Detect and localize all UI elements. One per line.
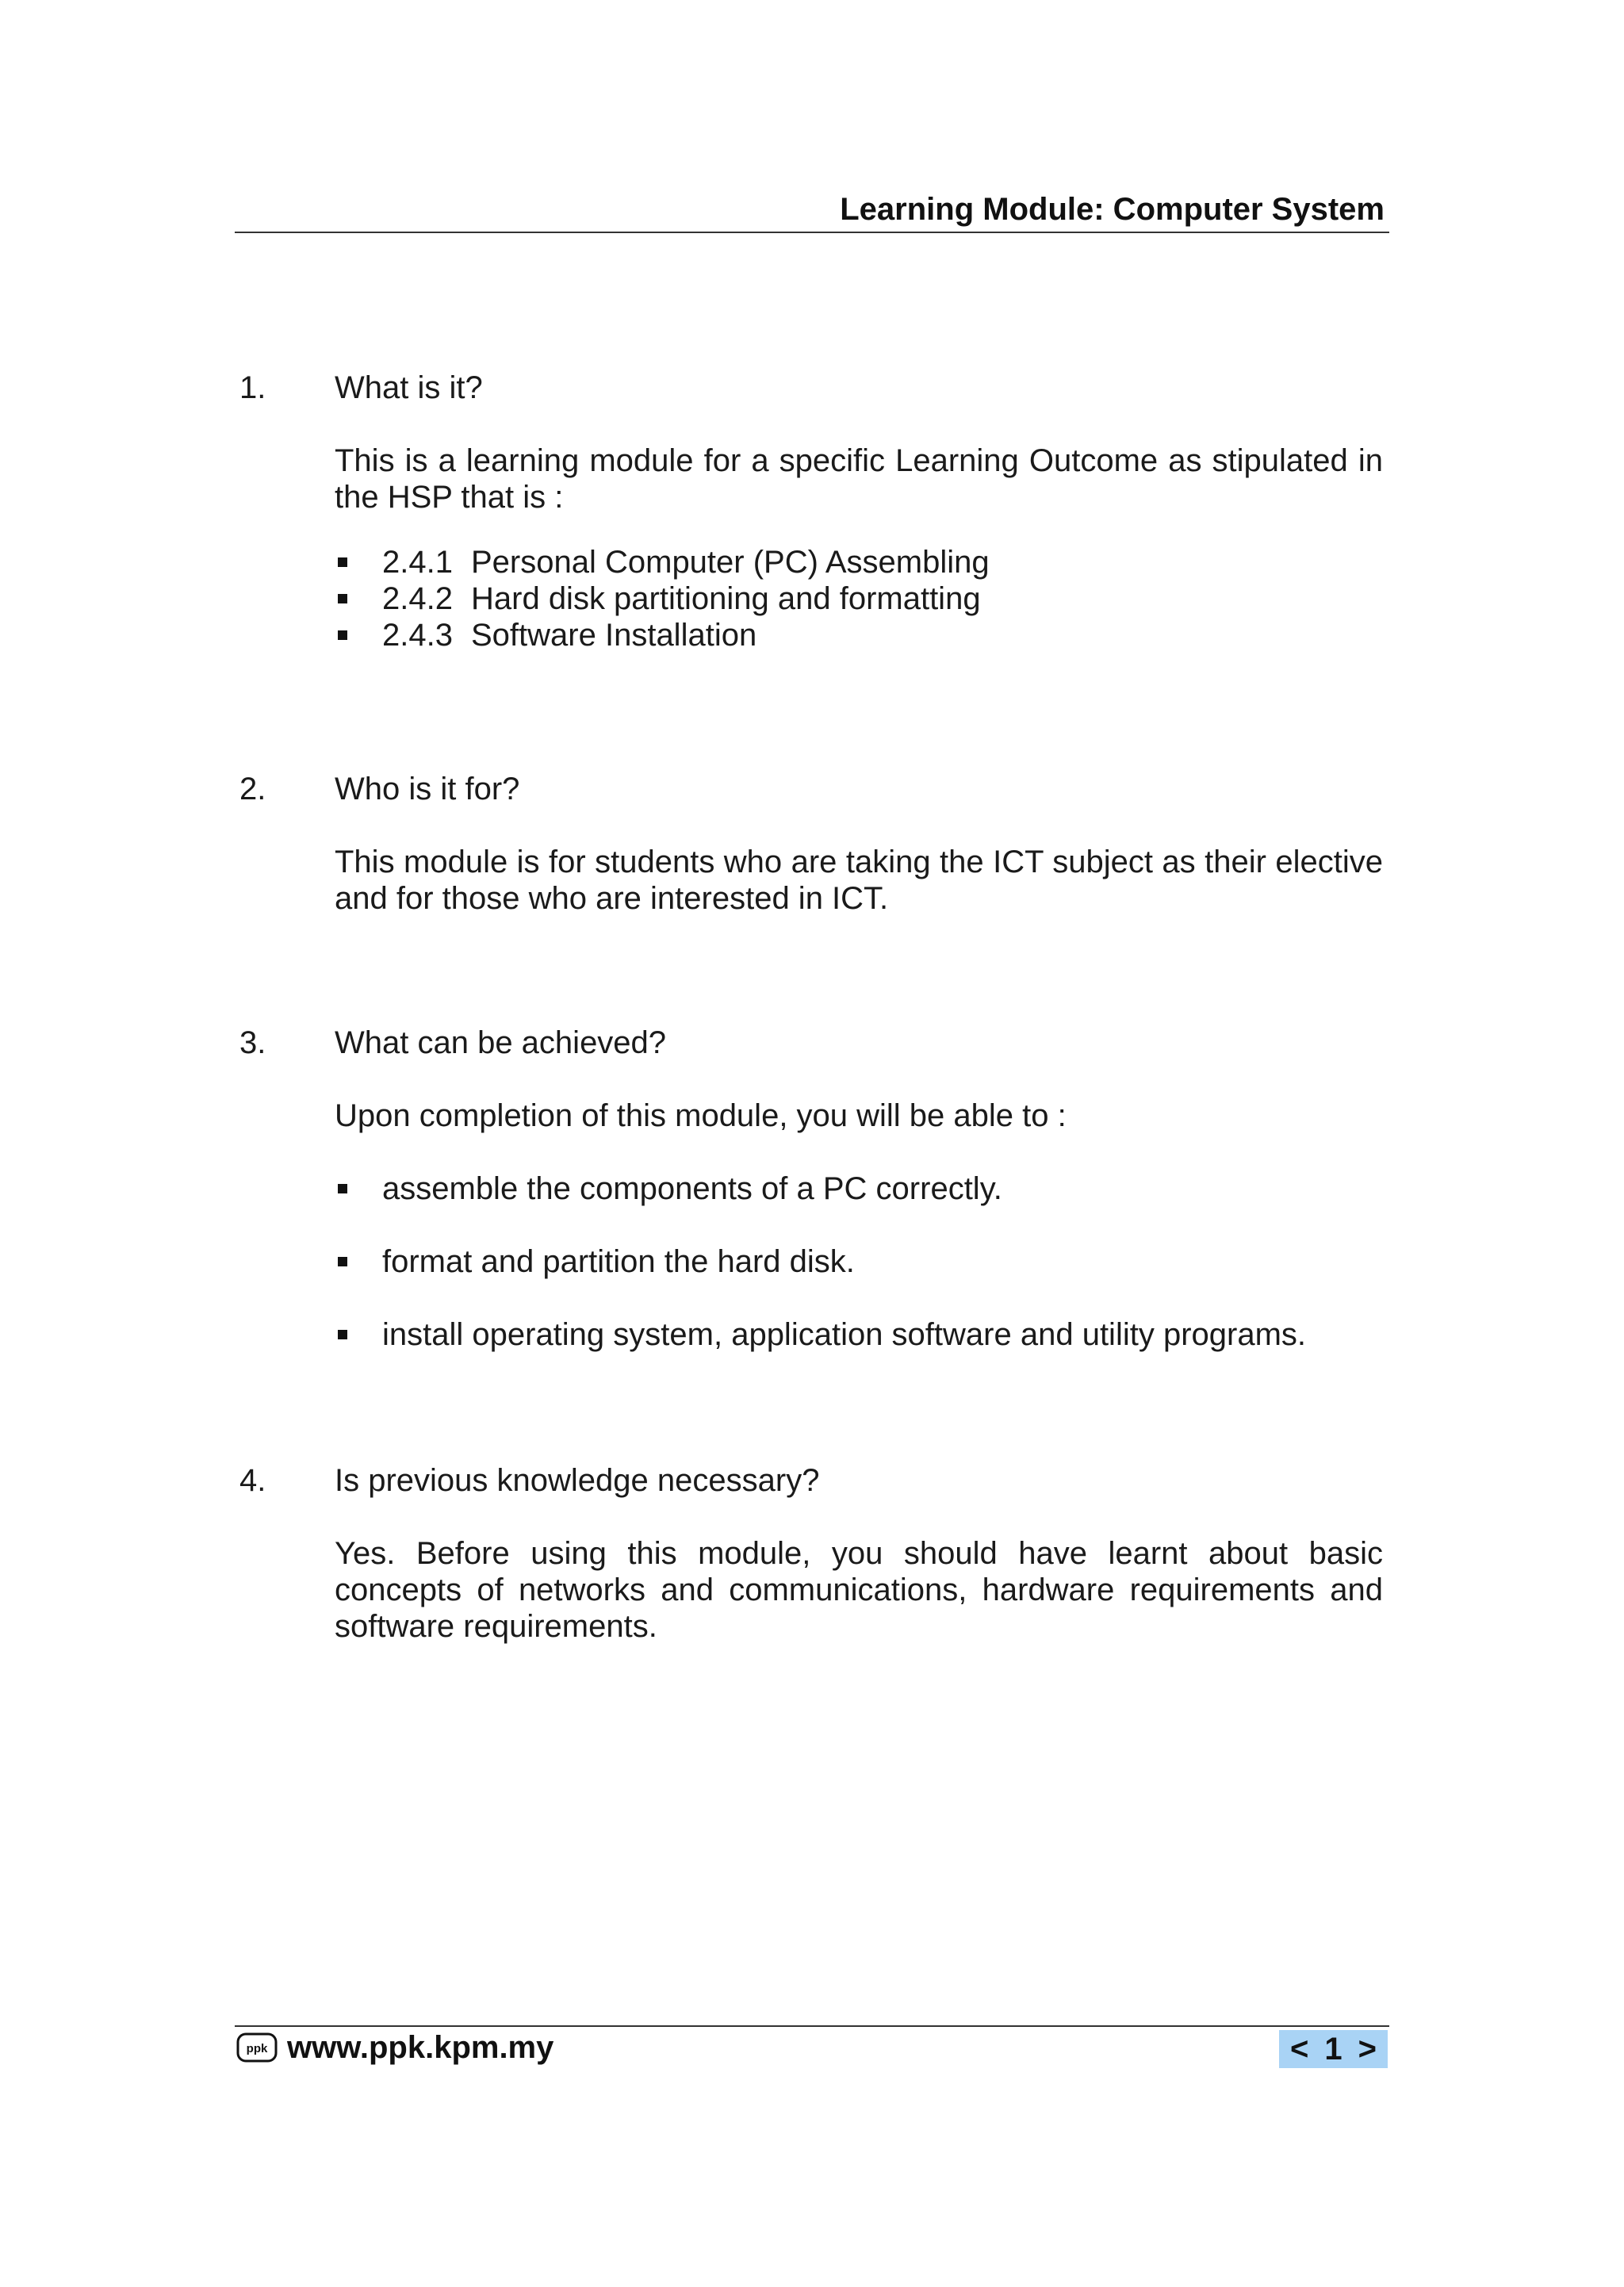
section-number: 4.	[239, 1463, 266, 1498]
page-navigator	[1279, 2030, 1388, 2068]
outcome-text: Software Installation	[471, 618, 757, 653]
square-bullet-icon	[338, 1330, 347, 1339]
logo-text: ppk	[246, 2042, 268, 2055]
document-title: Learning Module: Computer System	[840, 192, 1385, 227]
section-number: 1.	[239, 370, 266, 405]
square-bullet-icon	[338, 1184, 347, 1193]
list-item	[335, 1170, 1389, 1207]
achievement-text: assemble the components of a PC correctly.	[382, 1171, 1002, 1206]
list-item	[335, 580, 1389, 617]
outcome-list	[335, 544, 1389, 653]
section-question: What can be achieved?	[335, 1025, 667, 1060]
prev-page-button[interactable]: <	[1290, 2031, 1309, 2067]
section-number: 3.	[239, 1025, 266, 1060]
section-paragraph: This is a learning module for a specific Learning Outcome as stipulated in the HSP that is :	[335, 443, 1383, 515]
page-footer	[235, 2025, 1389, 2074]
list-item	[335, 1243, 1389, 1280]
page-header	[235, 184, 1389, 233]
section-paragraph: This module is for students who are taking the ICT subject as their elective and for those who are interested in ICT.	[335, 845, 1383, 916]
footer-url-link[interactable]: www.ppk.kpm.my	[287, 2030, 554, 2065]
list-item	[335, 544, 1389, 580]
list-item	[335, 617, 1389, 653]
section-number: 2.	[239, 772, 266, 806]
square-bullet-icon	[338, 630, 347, 640]
next-page-button[interactable]: >	[1358, 2031, 1377, 2067]
section-question: Who is it for?	[335, 772, 520, 806]
outcome-text: Personal Computer (PC) Assembling	[471, 545, 990, 580]
ppk-logo-icon	[236, 2032, 278, 2063]
section-paragraph: Yes. Before using this module, you should have learnt about basic concepts of networks and communications, hardware requirements and software requirements.	[335, 1536, 1383, 1644]
outcome-text: Hard disk partitioning and formatting	[471, 581, 981, 616]
achievement-text: install operating system, application software and utility programs.	[382, 1317, 1306, 1352]
list-item	[335, 1316, 1389, 1353]
section-question: Is previous knowledge necessary?	[335, 1463, 820, 1498]
section-question: What is it?	[335, 370, 483, 405]
outcome-code: 2.4.3	[382, 618, 453, 653]
square-bullet-icon	[338, 1257, 347, 1266]
achievement-list	[335, 1170, 1389, 1353]
outcome-code: 2.4.1	[382, 545, 453, 580]
square-bullet-icon	[338, 594, 347, 603]
achievement-text: format and partition the hard disk.	[382, 1244, 855, 1279]
section-paragraph: Upon completion of this module, you will be able to :	[335, 1098, 1067, 1133]
square-bullet-icon	[338, 557, 347, 567]
page-number: 1	[1324, 2031, 1342, 2067]
outcome-code: 2.4.2	[382, 581, 453, 616]
